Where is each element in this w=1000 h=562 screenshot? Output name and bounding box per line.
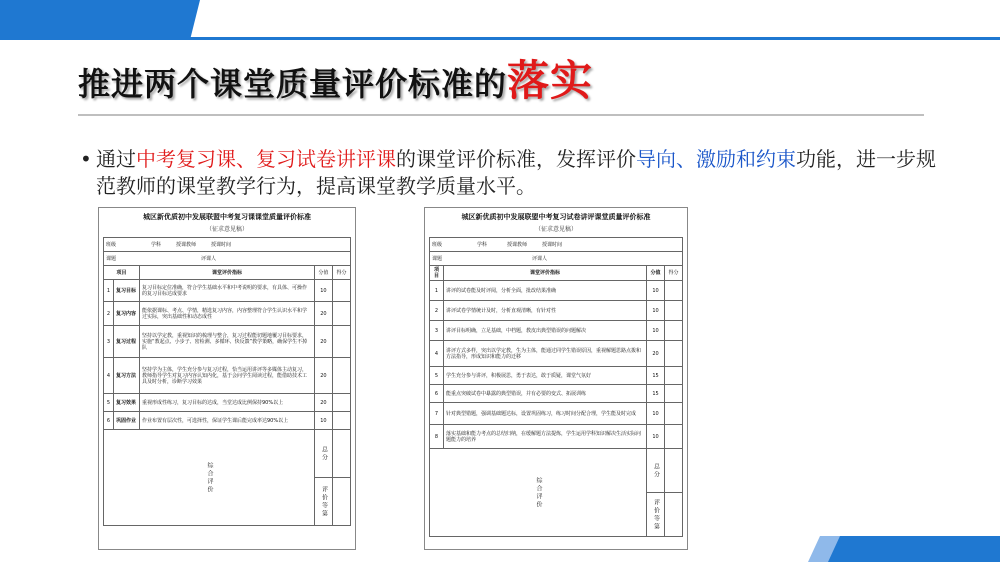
table-row: 4 讲评方式多样，突出以学定教，生为主体，能通过同学生错误原因，重视解题思路点拨和方法指导，形成知识和能力的迁移 20 xyxy=(430,341,683,367)
head-score: 得分 xyxy=(332,266,350,280)
form-title: 城区新优质初中发展联盟中考复习课课堂质量评价标准 xyxy=(143,213,311,221)
summary-cell: 综合评价 xyxy=(104,430,315,526)
head-item: 项目 xyxy=(430,266,444,281)
slide-title: 推进两个课堂质量评价标准的落实 xyxy=(78,56,594,105)
bullet-text: 通过中考复习课、复习试卷讲评课的课堂评价标准，发挥评价导向、激励和约束功能，进一步规范教师的课堂教学行为，提高课堂教学质量水平。 xyxy=(96,147,936,198)
bullet-dot-icon: • xyxy=(80,147,92,171)
form-table xyxy=(429,237,683,537)
table-row: 5 学生充分参与讲评，积极展思，勇于表达，敢于质疑，课堂气氛好 15 xyxy=(430,367,683,385)
table-row: 3 讲评目标明确，立足基础，中档题，教皮出典型错误的问题解决 10 xyxy=(430,321,683,341)
table-row: 7 针对典型错题，强调基础题达标，设置巩固练习，练习时间分配合理，学生能及时完成 10 xyxy=(430,403,683,425)
info-row-1: 班级 学科 授课教师 授课时间 xyxy=(430,238,683,252)
total-label: 总分 xyxy=(314,430,332,478)
head-item: 项目 xyxy=(104,266,140,280)
form-subtitle: （征求意见稿） xyxy=(534,226,577,233)
head-indicator: 课堂评价指标 xyxy=(140,266,315,280)
table-row: 2 复习内容 能依据课标、考点、学情，精选复习内容，内容整理符合学生认识水平和学过实际，突出基础性和动态成性 20 xyxy=(104,302,351,326)
head-points: 分值 xyxy=(647,266,665,281)
top-decor-bar xyxy=(0,0,1000,40)
info-row-2: 课题 评课人 xyxy=(430,252,683,266)
head-points: 分值 xyxy=(314,266,332,280)
form-title: 城区新优质初中发展联盟中考复习试卷讲评课堂质量评价标准 xyxy=(461,213,651,221)
grade-label: 评价等第 xyxy=(647,493,665,537)
bullet-point xyxy=(80,146,940,200)
form-table xyxy=(103,237,351,526)
table-row: 1 讲评的试卷能及时评阅，分析全面，批改结果准确 10 xyxy=(430,281,683,301)
bottom-decor-shape xyxy=(800,522,1000,562)
title-divider xyxy=(78,114,924,116)
table-row: 4 复习方法 坚持学为主体，学生充分参与复习过程，恰当运用讲评等多媒体主动复习，教师指导学生对复习内容认知内化，基于会问学生阅读过程，能借助技术工具及时分析，诊断学习效果 20 xyxy=(104,358,351,394)
info-row-1: 班级 学科 授课教师 授课时间 xyxy=(104,238,351,252)
form-subtitle: （征求意见稿） xyxy=(205,226,248,233)
table-row: 8 落实基础和能力考点的总结归纳，在缓解题方法提炼，学生运用学科知识解决生活实际问题能力的培养 10 xyxy=(430,425,683,449)
total-label: 总分 xyxy=(647,449,665,493)
table-row: 1 复习目标 复习目标定位准确，符合学生基础水平和中考说明的要求，有具体、可操作的复习目标达成要求 10 xyxy=(104,280,351,302)
table-row: 5 复习效果 重视形成性练习，复习目标的达成，当堂达成比例保持90%以上 20 xyxy=(104,394,351,412)
evaluation-form-exam-review-lesson xyxy=(424,207,688,550)
info-row-2: 课题 评课人 xyxy=(104,252,351,266)
table-row: 6 巩固作业 作业布置有层次性，可选择性，保证学生课后能完成率达90%以上 10 xyxy=(104,412,351,430)
summary-cell: 综合评价 xyxy=(430,449,647,537)
table-row: 6 能重点突破试卷中暴露的典型错误，并有必要的变式、拓展训练 15 xyxy=(430,385,683,403)
evaluation-form-review-lesson xyxy=(98,207,356,550)
head-score: 得分 xyxy=(665,266,683,281)
table-row: 3 复习过程 坚持以学定教，重视知识的梳理与整合，复习过程能切题地覆习目标要求，实施“教起点、小步子、密检测、多循环、快反馈”教学策略，确保学生不掉队 20 xyxy=(104,326,351,358)
table-row: 2 讲评试卷学情统计及时，分析直观清晰，有针对性 10 xyxy=(430,301,683,321)
head-indicator: 课堂评价指标 xyxy=(444,266,647,281)
title-highlight: 落实 xyxy=(507,56,594,105)
grade-label: 评价等第 xyxy=(314,478,332,526)
